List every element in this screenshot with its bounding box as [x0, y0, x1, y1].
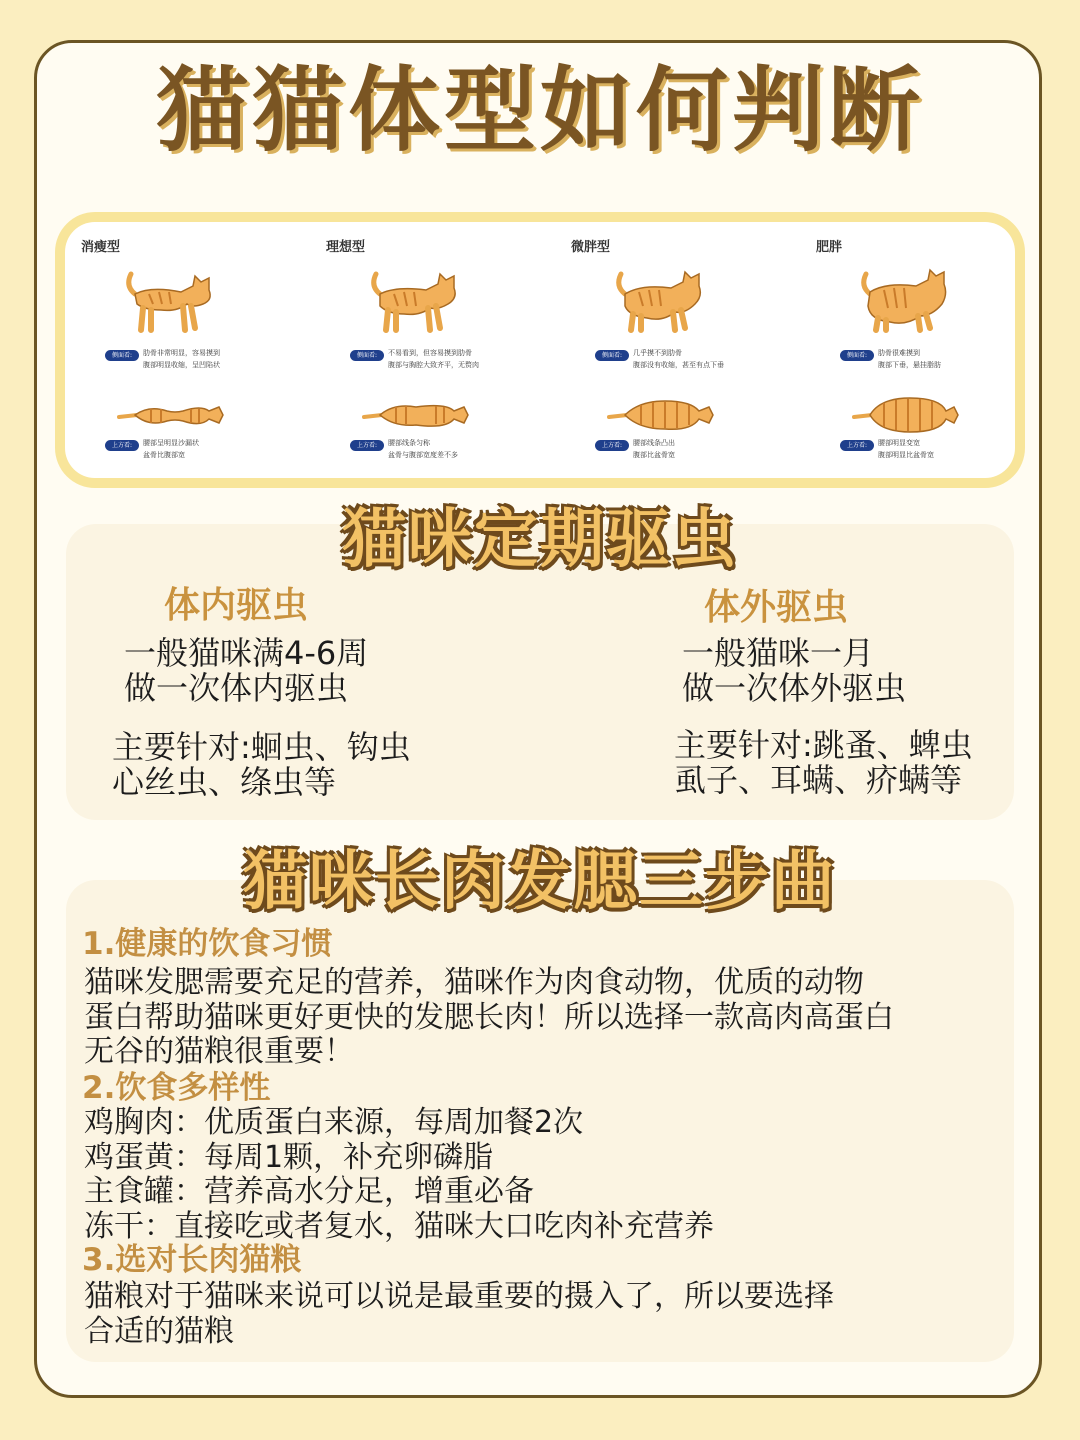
side-view-tag: 侧面看:	[105, 350, 139, 361]
internal-deworm-schedule: 一般猫咪满4-6周 做一次体内驱虫	[124, 634, 369, 707]
side-view-description: 几乎摸不到肋骨 腹部没有收缩，甚至有点下垂	[633, 349, 724, 369]
step2-line: 鸡蛋黄：每周1颗，补充卵磷脂	[84, 1139, 494, 1175]
internal-deworm-targets: 主要针对:蛔虫、钩虫 心丝虫、绦虫等	[112, 728, 411, 801]
side-view-description: 肋骨很难摸到 腹部下垂，悬挂脂肪	[878, 349, 941, 369]
cat-side-ideal-illustration	[366, 264, 466, 336]
body-type-chubby	[555, 222, 785, 478]
cat-top-thin-illustration	[115, 397, 227, 433]
top-view-description: 腰部明显变宽 腹部明显比盆骨宽	[878, 439, 934, 459]
top-view-description: 腰部线条凸出 腹部比盆骨宽	[633, 439, 675, 459]
external-deworm-targets: 主要针对:跳蚤、蜱虫 虱子、耳螨、疥螨等	[674, 726, 973, 799]
step1-title: 1.健康的饮食习惯	[82, 926, 333, 962]
steps-section-title: 猫咪长肉发腮三步曲	[243, 845, 837, 919]
body-type-name: 消瘦型	[81, 240, 121, 255]
cat-top-chubby-illustration	[605, 397, 717, 433]
step1-line: 蛋白帮助猫咪更好更快的发腮长肉！所以选择一款高肉高蛋白	[84, 999, 894, 1035]
top-view-tag: 上方看:	[105, 440, 139, 451]
step1-line: 猫咪发腮需要充足的营养，猫咪作为肉食动物，优质的动物	[84, 965, 864, 1000]
step3-paragraph	[84, 1280, 984, 1349]
top-view-tag: 上方看:	[350, 440, 384, 451]
side-view-tag: 侧面看:	[840, 350, 874, 361]
external-deworm-title: 体外驱虫	[704, 587, 849, 628]
cat-side-chubby-illustration	[611, 264, 711, 336]
internal-deworm-title: 体内驱虫	[164, 585, 309, 626]
step3-line: 合适的猫粮	[84, 1313, 234, 1349]
body-type-thin	[65, 222, 295, 478]
step3-line: 猫粮对于猫咪来说可以说是最重要的摄入了，所以要选择	[84, 1279, 834, 1314]
step2-title: 2.饮食多样性	[82, 1070, 271, 1106]
cat-top-obese-illustration	[850, 397, 962, 433]
body-type-obese	[800, 222, 1030, 478]
cat-side-thin-illustration	[121, 264, 221, 336]
side-view-description: 不易看到，但容易摸到肋骨 腹部与胸腔大致齐平，无赘肉	[388, 349, 479, 369]
side-view-tag: 侧面看:	[595, 350, 629, 361]
body-type-name: 微胖型	[571, 240, 611, 255]
top-view-tag: 上方看:	[840, 440, 874, 451]
body-type-chart	[65, 222, 1015, 478]
side-view-tag: 侧面看:	[350, 350, 384, 361]
top-view-description: 腰部呈明显沙漏状 盆骨比腹部宽	[143, 439, 199, 459]
deworm-section-title: 猫咪定期驱虫	[342, 503, 738, 577]
external-deworm-schedule: 一般猫咪一月 做一次体外驱虫	[682, 634, 907, 707]
step2-line: 鸡胸肉：优质蛋白来源，每周加餐2次	[84, 1105, 584, 1140]
body-type-name: 肥胖	[816, 240, 843, 255]
step1-paragraph	[84, 966, 984, 1070]
body-type-panel	[55, 212, 1025, 488]
step1-line: 无谷的猫粮很重要！	[84, 1034, 354, 1069]
step3-title: 3.选对长肉猫粮	[82, 1242, 302, 1278]
cat-side-obese-illustration	[856, 264, 956, 336]
cat-top-ideal-illustration	[360, 397, 472, 433]
page-title: 猫猫体型如何判断	[155, 57, 924, 164]
top-view-description: 腰部线条匀称 盆骨与腹部宽度差不多	[388, 439, 458, 459]
top-view-tag: 上方看:	[595, 440, 629, 451]
body-type-ideal	[310, 222, 540, 478]
step2-list	[84, 1106, 984, 1244]
side-view-description: 肋骨非常明显，容易摸到 腹部明显收缩，呈凹陷状	[143, 349, 220, 369]
body-type-name: 理想型	[326, 240, 366, 255]
step2-line: 主食罐：营养高水分足，增重必备	[84, 1174, 534, 1209]
step2-line: 冻干：直接吃或者复水，猫咪大口吃肉补充营养	[84, 1208, 714, 1244]
